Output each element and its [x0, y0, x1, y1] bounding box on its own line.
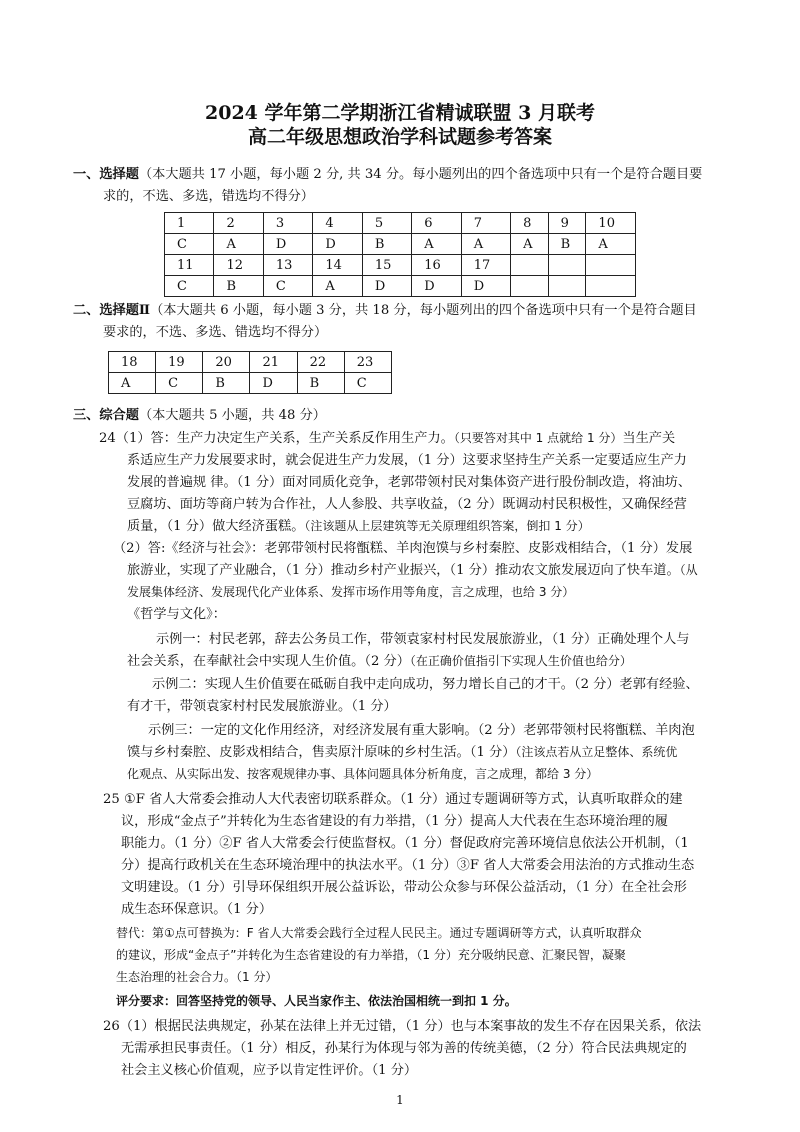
section1-cell: 5: [362, 213, 411, 234]
section2-cell: B: [297, 373, 344, 394]
section3-heading: 三、综合题: [73, 408, 139, 423]
section1-cell: A: [313, 276, 362, 297]
section1-cell: 3: [263, 213, 312, 234]
doc-title-line1: 2024 学年第二学期浙江省精诚联盟 3 月联考: [205, 102, 595, 124]
section1-cell: C: [263, 276, 312, 297]
section1-cell: 6: [412, 213, 461, 234]
q24-p1-line5: [127, 517, 590, 536]
section1-cell: 8: [511, 213, 548, 234]
section1-row: [165, 213, 636, 234]
q26-line3: 社会主义核心价值观，应予以肯定性评价。（1 分）: [121, 1063, 418, 1078]
section1-cell: 7: [461, 213, 510, 234]
section2-cell: 21: [250, 352, 297, 373]
q25-line2: 议，形成“金点子”并转化为生态省建设的有力举措，（1 分）提高人大代表在生态环境治理的履: [121, 814, 668, 829]
section1-cell: 1: [165, 213, 214, 234]
q24-example1-line2: [127, 652, 632, 671]
section1-cell: C: [165, 234, 214, 255]
q24-example2-line1: 示例二：实现人生价值要在砥砺自我中走向成功，努力增长自己的才干。（2 分）老郭有经验、: [152, 677, 699, 692]
q24-p2-line2: [127, 561, 698, 580]
section2-cell: C: [156, 373, 203, 394]
section1-cell: [586, 255, 636, 276]
section1-cell: B: [362, 234, 411, 255]
q26-line1: 26（1）根据民法典规定，孙某在法律上并无过错，（1 分）也与本案事故的发生不存在因果关系，依法: [103, 1019, 702, 1034]
q24-p1-line4: 豆腐坊、面坊等商户转为合作社，人人参股、共享收益，（2 分）既调动村民积极性，又确保经营: [127, 497, 687, 512]
section1-cell: 10: [586, 213, 636, 234]
section3-heading-line: [73, 406, 326, 425]
q24-p1-text-cont: 当生产关: [622, 431, 676, 446]
q24-example1-line1: 示例一：村民老郭，辞去公务员工作，带领袁家村村民发展旅游业，（1 分）正确处理个人与: [156, 632, 690, 647]
section1-row: [165, 234, 636, 255]
q25-alt-line2: 的建议，形成“金点子”并转化为生态省建设的有力举措，（1 分）充分吸纳民意、汇聚民智，凝聚: [116, 948, 626, 962]
section1-cell: A: [214, 234, 263, 255]
section1-cell: [548, 276, 586, 297]
section2-cell: 22: [297, 352, 344, 373]
q24-example3-line2: [127, 743, 677, 762]
q24-example3-line3: 化观点、从实际出发、按客观规律办事、具体问题具体分析角度，言之成理，都给 3 分）: [127, 767, 599, 781]
q24-example2-line2: 有才干，带领袁家村村民发展旅游业。（1 分）: [127, 699, 397, 714]
section1-cell: 13: [263, 255, 312, 276]
section2-cell: B: [203, 373, 250, 394]
section2-row: [109, 352, 392, 373]
section1-cell: A: [461, 234, 510, 255]
q24-p1-line2: 系适应生产力发展要求时，就会促进生产力发展，（1 分）这要求坚持生产关系一定要适应生产力: [127, 453, 687, 468]
section2-heading: 二、选择题Ⅱ: [73, 303, 151, 318]
q24-p2-line2-note: （从: [679, 563, 698, 577]
section1-cell: A: [412, 234, 461, 255]
doc-title-line2: 高二年级思想政治学科试题参考答案: [247, 126, 552, 148]
q24-p1-line5-note: （注该题从上层建筑等无关原理组织答案，倒扣 1 分）: [304, 519, 590, 533]
section1-cell: C: [165, 276, 214, 297]
section1-cell: 17: [461, 255, 510, 276]
section1-cell: 4: [313, 213, 362, 234]
section1-cell: D: [362, 276, 411, 297]
q24-p2-line1: （2）答:《经济与社会》：老郭带领村民将甑糕、羊肉泡馍与乡村秦腔、皮影戏相结合，（1 分）发展: [113, 541, 693, 556]
section1-cell: [586, 276, 636, 297]
q24-p1-text: 24（1）答：生产力决定生产关系，生产关系反作用生产力。: [99, 431, 454, 446]
section1-cell: [548, 255, 586, 276]
section1-cell: D: [461, 276, 510, 297]
section1-answer-table: [164, 212, 636, 297]
section2-cell: D: [250, 373, 297, 394]
section2-heading-line: [73, 301, 697, 320]
q24-philosophy-title: 《哲学与文化》：: [127, 607, 226, 622]
section2-cell: C: [344, 373, 391, 394]
section2-desc-line2: 要求的，不选、多选、错选均不得分）: [103, 325, 328, 340]
section1-cell: [511, 255, 548, 276]
q24-p2-line3: 发展集体经济、发展现代化产业体系、发挥市场作用等角度，言之成理，也给 3 分）: [127, 585, 575, 599]
section1-cell: D: [412, 276, 461, 297]
q24-p1-line5-text: 质量，（1 分）做大经济蛋糕。: [127, 519, 305, 534]
section2-desc: （本大题共 6 小题，每小题 3 分，共 18 分，每小题列出的四个备选项中只有一个是符合题目: [150, 303, 697, 318]
section3-desc: （本大题共 5 小题，共 48 分）: [138, 408, 326, 423]
section1-heading: 一、选择题: [73, 167, 139, 182]
q25-line3: 职能力。（1 分）②F 省人大常委会行使监督权。（1 分）督促政府完善环境信息依法公开机制，（1: [121, 836, 689, 851]
q24-example1-line2-text: 社会关系，在奉献社会中实现人生价值。（2 分）: [127, 654, 410, 669]
section2-cell: 20: [203, 352, 250, 373]
q26-line2: 无需承担民事责任。（1 分）相反，孙某行为体现与邻为善的传统美德，（2 分）符合民法典规定的: [121, 1041, 687, 1056]
q24-example3-line2-text: 馍与乡村秦腔、皮影戏相结合，售卖原汁原味的乡村生活。（1 分）: [127, 745, 516, 760]
section1-cell: 15: [362, 255, 411, 276]
section1-cell: 9: [548, 213, 586, 234]
section2-cell: A: [109, 373, 156, 394]
q25-scoring-requirement: 评分要求：回答坚持党的领导、人民当家作主、依法治国相统一到扣 1 分。: [116, 994, 517, 1008]
q24-p1-line1: [99, 429, 675, 448]
q25-line6: 成生态环保意识。（1 分）: [121, 902, 273, 917]
q25-line5: 文明建设。（1 分）引导环保组织开展公益诉讼，带动公众参与环保公益活动，（1 分）在全社会形: [121, 880, 687, 895]
q24-p1-line3: 发展的普遍规 律。（1 分）面对同质化竞争，老郭带领村民对集体资产进行股份制改造，将油坊、: [127, 475, 692, 490]
section1-cell: 14: [313, 255, 362, 276]
q24-p1-note: （只要答对其中 1 点就给 1 分）: [453, 431, 623, 445]
section1-cell: B: [214, 276, 263, 297]
q25-line4: 分）提高行政机关在生态环境治理中的执法水平。（1 分）③F 省人大常委会用法治的方式推动生态: [121, 858, 695, 873]
section1-cell: A: [586, 234, 636, 255]
section2-row: [109, 373, 392, 394]
q25-alt-line3: 生态治理的社会合力。（1 分）: [116, 970, 278, 984]
section1-desc-line2: 求的，不选、多选，错选均不得分）: [103, 189, 314, 204]
q24-p2-line2-text: 旅游业，实现了产业融合，（1 分）推动乡村产业振兴，（1 分）推动农文旅发展迈向了快车道。: [127, 563, 680, 578]
section1-cell: B: [548, 234, 586, 255]
section2-cell: 23: [344, 352, 391, 373]
section1-heading-line: [73, 165, 702, 184]
section1-cell: 16: [412, 255, 461, 276]
page-number: 1: [396, 1093, 404, 1107]
section1-desc: （本大题共 17 小题，每小题 2 分, 共 34 分。每小题列出的四个备选项中只有一个是符合题目要: [138, 167, 703, 182]
section1-cell: D: [263, 234, 312, 255]
section1-cell: D: [313, 234, 362, 255]
section1-cell: 2: [214, 213, 263, 234]
section1-row: [165, 276, 636, 297]
q24-example3-line1: 示例三：一定的文化作用经济，对经济发展有重大影响。（2 分）老郭带领村民将甑糕、羊肉泡: [148, 723, 695, 738]
section2-cell: 18: [109, 352, 156, 373]
section1-cell: 11: [165, 255, 214, 276]
section1-cell: 12: [214, 255, 263, 276]
q25-alt-line1: 替代：第①点可替换为：F 省人大常委会践行全过程人民民主。通过专题调研等方式，认真听取群众: [116, 926, 642, 940]
section1-row: [165, 255, 636, 276]
section1-cell: [511, 276, 548, 297]
q24-example3-line2-note: （注该点若从立足整体、系统优: [515, 745, 678, 759]
q25-line1: 25 ①F 省人大常委会推动人大代表密切联系群众。（1 分）通过专题调研等方式，认真听取群众的建: [103, 792, 683, 807]
section2-cell: 19: [156, 352, 203, 373]
q24-example1-line2-note: （在正确价值指引下实现人生价值也给分）: [409, 654, 632, 668]
section2-answer-table: [108, 351, 392, 394]
section1-cell: A: [511, 234, 548, 255]
